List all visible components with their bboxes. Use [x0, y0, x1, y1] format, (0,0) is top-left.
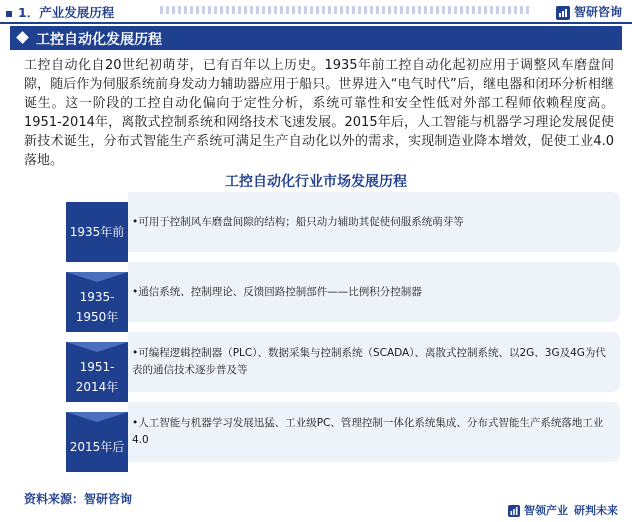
- slogan-right: 研判未来: [574, 504, 618, 517]
- section-label: [6, 3, 114, 21]
- square-icon: [6, 11, 12, 17]
- intro-paragraph: 工控自动化自20世纪初萌芽，已有百年以上历史。1935年前工控自动化起初应用于调整风车磨盘间隙，随后作为伺服系统前身发动力辅助器应用于船只。世界进入“电气时代”后，继电器和闭环分析相继诞生。这一阶段的工控自动化偏向于定性分析，系统可靠性和安全性低对外部工程师依赖程度高。1951-2014年，离散式控制系统和网络技术飞速发展。2015年后，人工智能与机器学习理论发展促使新技术诞生，分布式智能生产系统可满足生产自动化以外的需求，实现制造业降本增效，促使工业4.0落地。: [24, 58, 614, 168]
- stage-period-2: [66, 272, 128, 332]
- stage-period-label: 2015年后: [69, 440, 125, 454]
- source-note: 资料来源：智研咨询: [24, 492, 133, 506]
- stage-card-2: [128, 262, 620, 322]
- stage-description: •人工智能与机器学习发展迅猛、工业级PC、管理控制一体化系统集成、分布式智能生产系统落地工业4.0: [132, 417, 604, 446]
- stage-period-label: 1935年前: [69, 225, 125, 239]
- decorative-stripes: [160, 6, 530, 14]
- stage-card-1: [128, 192, 620, 252]
- chevron-down-icon: [66, 412, 128, 422]
- stage-card-3: [128, 332, 620, 392]
- timeline-title: 工控自动化行业市场发展历程: [225, 174, 407, 190]
- chevron-down-icon: [66, 272, 128, 282]
- stage-description: •通信系统、控制理论、反馈回路控制部件——比例积分控制器: [132, 285, 422, 298]
- stage-period-label: 1935-1950年: [75, 290, 119, 324]
- stage-period-1: [66, 202, 128, 262]
- brand-name: 智研咨询: [573, 5, 622, 19]
- top-bar: [0, 0, 632, 24]
- banner-title: 工控自动化发展历程: [36, 32, 162, 48]
- stage-period-3: [66, 342, 128, 402]
- brand-logo: [556, 3, 622, 20]
- stage-period-4: [66, 412, 128, 472]
- section-banner: [10, 26, 622, 50]
- chevron-down-icon: [66, 342, 128, 352]
- footer-slogan: [508, 502, 624, 518]
- brand-icon: [556, 6, 570, 20]
- stage-description: •可用于控制风车磨盘间隙的结构；船只动力辅助其促使伺服系统萌芽等: [132, 215, 464, 228]
- diamond-icon: [16, 31, 29, 44]
- brand-icon: [508, 505, 520, 517]
- stage-description: •可编程逻辑控制器（PLC）、数据采集与控制系统（SCADA）、离散式控制系统、以2G、3G及4G为代表的通信技术逐步普及等: [132, 347, 606, 376]
- stage-period-label: 1951-2014年: [75, 360, 119, 394]
- section-label-text: 1．产业发展历程: [18, 5, 115, 20]
- slogan-left: 智领产业: [524, 504, 568, 517]
- stage-card-4: [128, 402, 620, 462]
